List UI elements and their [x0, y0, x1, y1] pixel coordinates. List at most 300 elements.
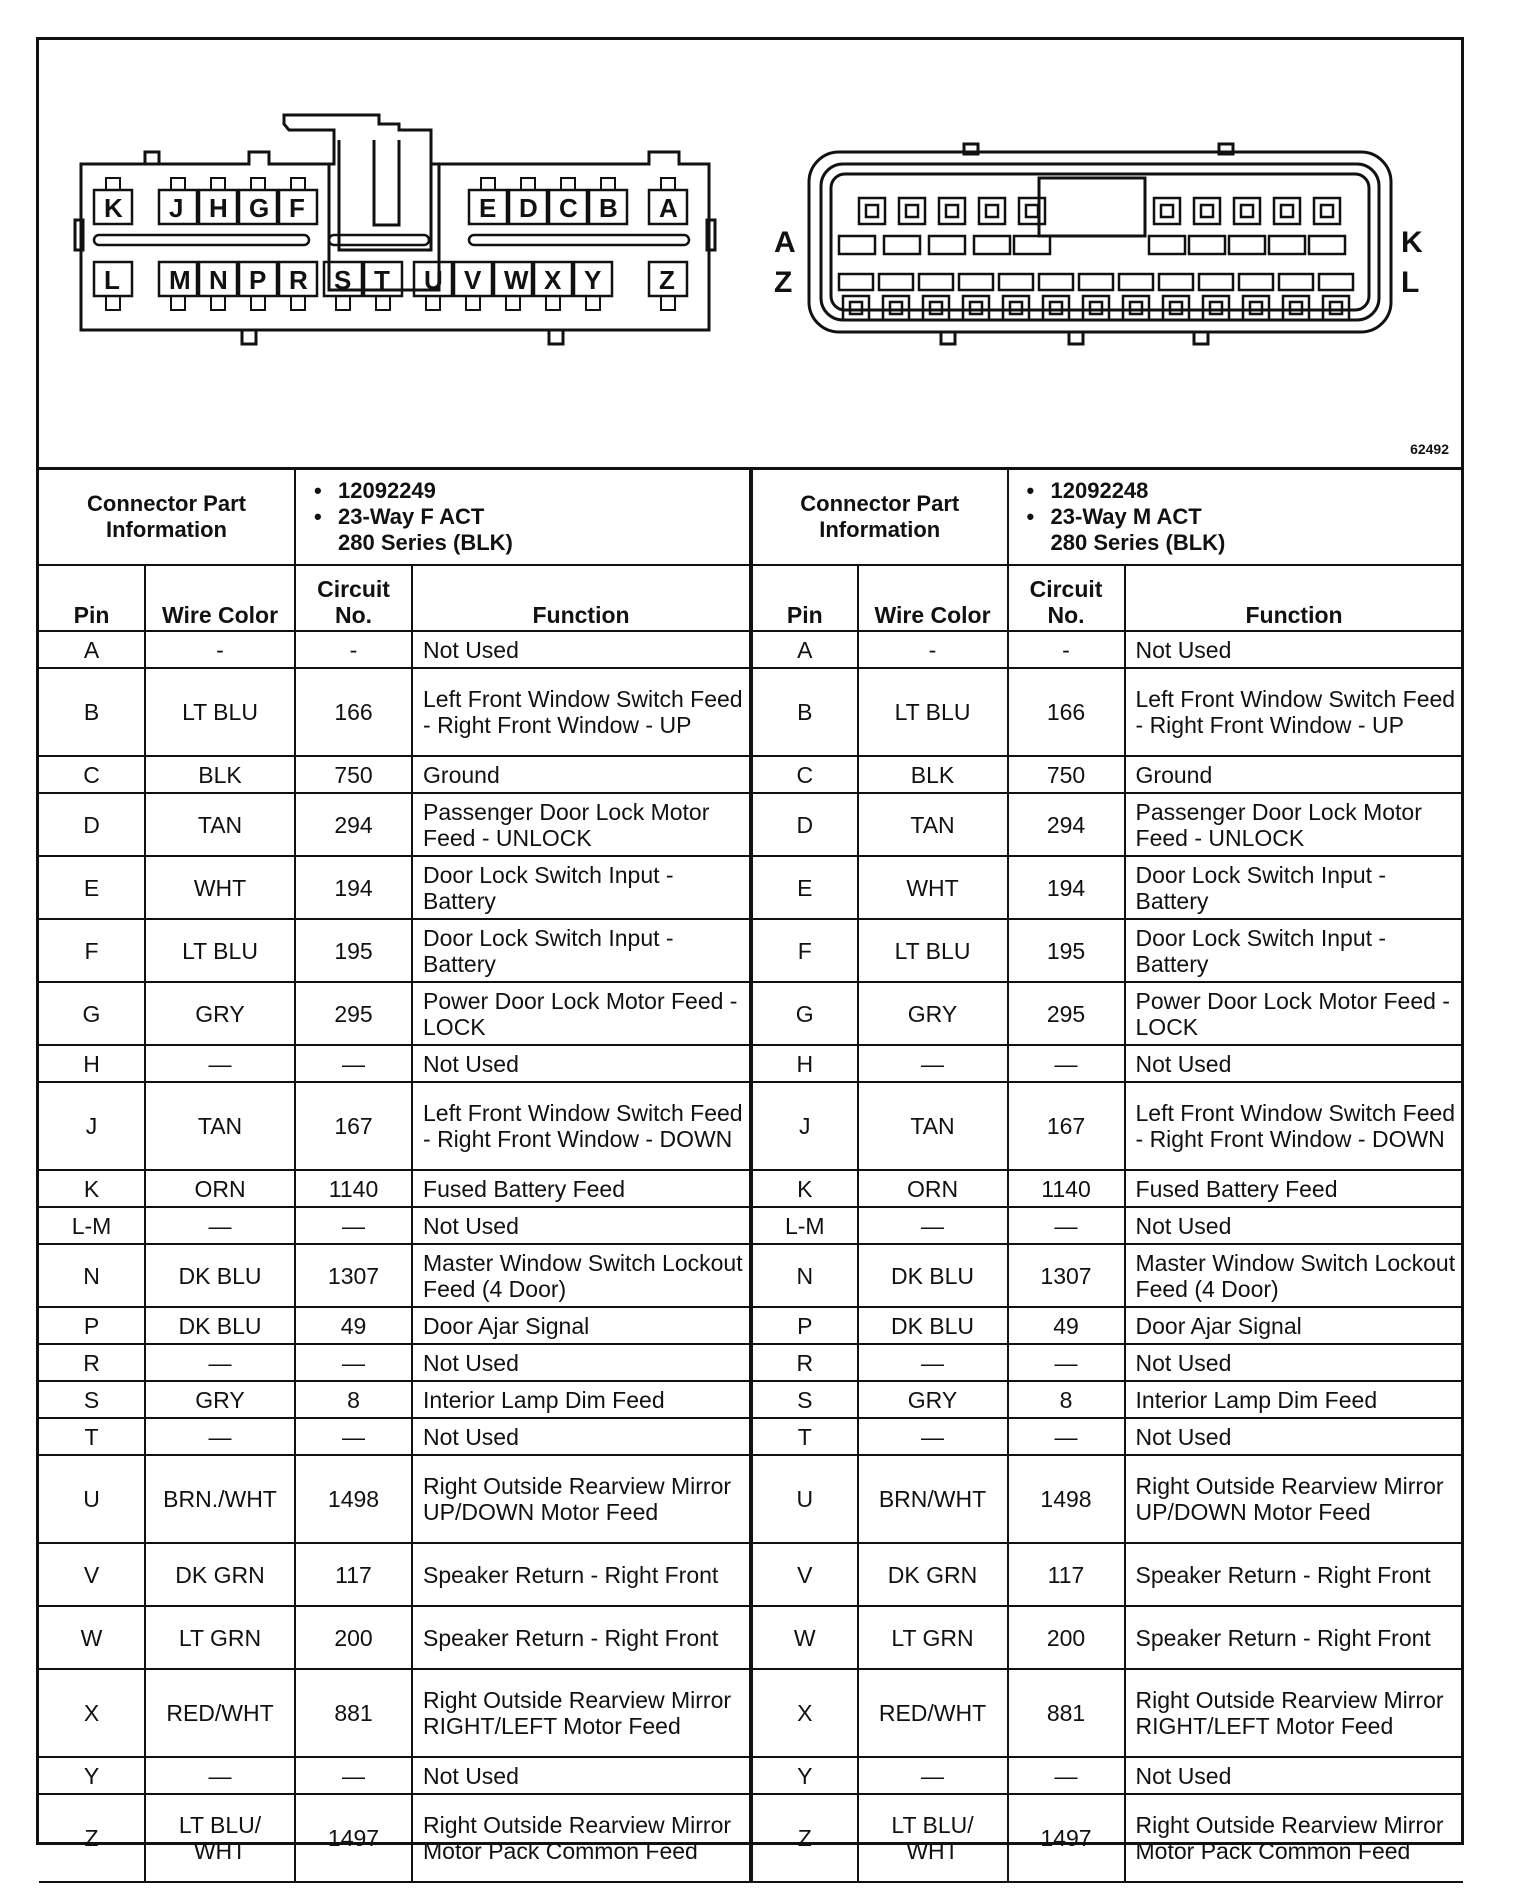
wire-color-cell: LT BLU: [858, 919, 1008, 982]
cavity-square: [1019, 198, 1045, 224]
cavity-slot: [959, 274, 993, 290]
pin-letter: U: [424, 265, 443, 295]
circuit-cell: 8: [1008, 1381, 1125, 1418]
circuit-cell: 117: [1008, 1543, 1125, 1606]
pin-cell: B: [39, 668, 145, 756]
table-row: [39, 1669, 750, 1757]
table-row: [752, 1794, 1463, 1882]
pin-cell: D: [752, 793, 858, 856]
function-cell: Speaker Return - Right Front: [1125, 1606, 1463, 1669]
wire-color-cell: GRY: [858, 982, 1008, 1045]
table-row: [752, 1082, 1463, 1170]
pin-cell: Y: [752, 1757, 858, 1794]
circuit-cell: 1497: [295, 1794, 412, 1882]
wire-color-cell: —: [858, 1757, 1008, 1794]
function-cell: Speaker Return - Right Front: [1125, 1543, 1463, 1606]
pin-letter: R: [289, 265, 308, 295]
function-cell: Door Ajar Signal: [1125, 1307, 1463, 1344]
cavity-slot: [884, 236, 920, 254]
wire-color-cell: LT GRN: [145, 1606, 295, 1669]
table-row: [752, 982, 1463, 1045]
pin-cell: C: [752, 756, 858, 793]
function-cell: Right Outside Rearview Mirror UP/DOWN Motor Feed: [412, 1455, 750, 1543]
connector-part-details: • 12092249 • 23-Way F ACT 280 Series (BLK): [295, 470, 750, 565]
cavity-square: [1154, 198, 1180, 224]
wire-color-cell: WHT: [145, 856, 295, 919]
wire-color-cell: BLK: [858, 756, 1008, 793]
pin-cell: W: [39, 1606, 145, 1669]
circuit-cell: 295: [295, 982, 412, 1045]
cavity-slot: [1279, 274, 1313, 290]
circuit-cell: 195: [1008, 919, 1125, 982]
pin-tab: [336, 296, 350, 310]
circuit-cell: 881: [295, 1669, 412, 1757]
cavity-slot: [1014, 236, 1050, 254]
cavity-pin: [1026, 205, 1038, 217]
wire-color-cell: ORN: [858, 1170, 1008, 1207]
col-pin-header: Pin: [752, 565, 858, 631]
pin-cell: R: [39, 1344, 145, 1381]
wire-color-cell: —: [145, 1207, 295, 1244]
pin-letter: N: [209, 265, 228, 295]
circuit-cell: 1307: [295, 1244, 412, 1307]
table-row: [39, 793, 750, 856]
table-row: [752, 631, 1463, 668]
circuit-cell: —: [295, 1045, 412, 1082]
cavity-square: [1283, 296, 1309, 320]
cavity-square: [883, 296, 909, 320]
wire-color-cell: —: [145, 1418, 295, 1455]
cavity-square: [1163, 296, 1189, 320]
pin-letter: J: [169, 193, 184, 223]
function-cell: Not Used: [412, 1757, 750, 1794]
pin-cell: A: [39, 631, 145, 668]
wire-color-cell: DK BLU: [858, 1244, 1008, 1307]
wire-color-cell: DK GRN: [145, 1543, 295, 1606]
table-row: [39, 982, 750, 1045]
pin-cell: N: [39, 1244, 145, 1307]
pin-cell: K: [39, 1170, 145, 1207]
wire-color-cell: TAN: [145, 1082, 295, 1170]
wire-color-cell: RED/WHT: [145, 1669, 295, 1757]
side-label-a: A: [774, 226, 796, 259]
function-cell: Ground: [412, 756, 750, 793]
circuit-cell: 194: [1008, 856, 1125, 919]
function-cell: Right Outside Rearview Mirror Motor Pack Common Feed: [1125, 1794, 1463, 1882]
wire-color-cell: LT GRN: [858, 1606, 1008, 1669]
circuit-cell: 195: [295, 919, 412, 982]
cavity-pin: [850, 302, 862, 314]
col-wire-color-header: Wire Color: [145, 565, 295, 631]
wire-color-cell: GRY: [858, 1381, 1008, 1418]
pin-tab: [561, 178, 575, 190]
cavity-pin: [906, 205, 918, 217]
pin-cell: S: [752, 1381, 858, 1418]
function-cell: Not Used: [412, 1344, 750, 1381]
wire-color-cell: TAN: [858, 793, 1008, 856]
function-cell: Not Used: [412, 1045, 750, 1082]
table-row: [39, 1381, 750, 1418]
table-row: [39, 1794, 750, 1882]
function-cell: Door Lock Switch Input - Battery: [1125, 856, 1463, 919]
pin-cell: P: [752, 1307, 858, 1344]
cavity-pin: [946, 205, 958, 217]
function-cell: Left Front Window Switch Feed - Right Front Window - UP: [1125, 668, 1463, 756]
wire-color-cell: —: [858, 1344, 1008, 1381]
cavity-pin: [1201, 205, 1213, 217]
circuit-cell: -: [295, 631, 412, 668]
pin-tab: [546, 296, 560, 310]
cavity-square: [1274, 198, 1300, 224]
cavity-pin: [1321, 205, 1333, 217]
cavity-slot: [1229, 236, 1265, 254]
cavity-slot: [1039, 274, 1073, 290]
circuit-cell: 1498: [295, 1455, 412, 1543]
function-cell: Left Front Window Switch Feed - Right Front Window - DOWN: [412, 1082, 750, 1170]
circuit-cell: —: [295, 1757, 412, 1794]
cavity-pin: [1250, 302, 1262, 314]
cavity-slot: [1319, 274, 1353, 290]
function-cell: Left Front Window Switch Feed - Right Front Window - DOWN: [1125, 1082, 1463, 1170]
function-cell: Door Lock Switch Input - Battery: [1125, 919, 1463, 982]
table-row: [752, 1669, 1463, 1757]
pinout-tables: [39, 470, 1461, 1883]
cavity-pin: [986, 205, 998, 217]
wire-color-cell: ORN: [145, 1170, 295, 1207]
pin-cell: C: [39, 756, 145, 793]
table-row: [752, 1543, 1463, 1606]
circuit-cell: 750: [295, 756, 412, 793]
pin-letter: T: [374, 265, 390, 295]
pin-tab: [661, 178, 675, 190]
table-row: [39, 668, 750, 756]
cavity-pin: [1090, 302, 1102, 314]
circuit-cell: 8: [295, 1381, 412, 1418]
cavity-slot: [929, 236, 965, 254]
pin-cell: G: [39, 982, 145, 1045]
circuit-cell: —: [1008, 1045, 1125, 1082]
side-label-k: K: [1401, 226, 1423, 259]
cavity-pin: [1130, 302, 1142, 314]
circuit-cell: 49: [295, 1307, 412, 1344]
separator-rail: [329, 235, 429, 245]
function-cell: Power Door Lock Motor Feed - LOCK: [412, 982, 750, 1045]
pin-letter: K: [104, 193, 123, 223]
cavity-square: [843, 296, 869, 320]
pin-letter: V: [464, 265, 482, 295]
wire-color-cell: GRY: [145, 982, 295, 1045]
function-cell: Right Outside Rearview Mirror RIGHT/LEFT Motor Feed: [1125, 1669, 1463, 1757]
pin-tab: [586, 296, 600, 310]
connector-info-row: [39, 470, 750, 565]
connector-part-details: • 12092248 • 23-Way M ACT 280 Series (BLK): [1008, 470, 1463, 565]
table-row: [752, 756, 1463, 793]
pin-tab: [171, 178, 185, 190]
circuit-cell: 1140: [295, 1170, 412, 1207]
wire-color-cell: DK GRN: [858, 1543, 1008, 1606]
table-row: [752, 1170, 1463, 1207]
pin-letter: M: [169, 265, 191, 295]
cavity-pin: [1330, 302, 1342, 314]
table-row: [39, 919, 750, 982]
pinout-table-female: [39, 470, 750, 1883]
function-cell: Speaker Return - Right Front: [412, 1543, 750, 1606]
col-wire-color-header: Wire Color: [858, 565, 1008, 631]
circuit-cell: —: [1008, 1344, 1125, 1381]
cavity-pin: [890, 302, 902, 314]
cavity-slot: [1159, 274, 1193, 290]
pin-tab: [481, 178, 495, 190]
function-cell: Door Ajar Signal: [412, 1307, 750, 1344]
table-row: [39, 1543, 750, 1606]
table-row: [39, 1757, 750, 1794]
female-connector-bottom-pins: [94, 262, 687, 310]
pin-cell: U: [752, 1455, 858, 1543]
connector-info-row: [752, 470, 1463, 565]
wire-color-cell: LT BLU: [145, 668, 295, 756]
circuit-cell: 166: [295, 668, 412, 756]
pin-tab: [426, 296, 440, 310]
pin-letter: E: [479, 193, 497, 223]
pin-tab: [211, 296, 225, 310]
connector-diagram: [39, 40, 1461, 470]
connector-drawing: [39, 40, 1461, 470]
table-row: [752, 1418, 1463, 1455]
pin-tab: [251, 178, 265, 190]
wire-color-cell: LT BLU/ WHT: [145, 1794, 295, 1882]
wire-color-cell: —: [145, 1045, 295, 1082]
circuit-cell: 49: [1008, 1307, 1125, 1344]
pin-cell: T: [39, 1418, 145, 1455]
cavity-pin: [866, 205, 878, 217]
function-cell: Speaker Return - Right Front: [412, 1606, 750, 1669]
pin-tab: [601, 178, 615, 190]
table-row: [39, 1307, 750, 1344]
cavity-pin: [1050, 302, 1062, 314]
pin-cell: B: [752, 668, 858, 756]
wire-color-cell: DK BLU: [145, 1244, 295, 1307]
function-cell: Interior Lamp Dim Feed: [412, 1381, 750, 1418]
pin-cell: V: [752, 1543, 858, 1606]
pin-cell: J: [39, 1082, 145, 1170]
cavity-square: [979, 198, 1005, 224]
table-row: [752, 668, 1463, 756]
cavity-square: [1243, 296, 1269, 320]
connector-info-label: Connector Part Information: [752, 470, 1008, 565]
table-row: [39, 1244, 750, 1307]
table-row: [752, 1757, 1463, 1794]
pin-letter: G: [249, 193, 270, 223]
side-label-z: Z: [774, 266, 793, 299]
pin-letter: X: [544, 265, 562, 295]
pin-cell: U: [39, 1455, 145, 1543]
table-row: [39, 631, 750, 668]
cavity-square: [1234, 198, 1260, 224]
pin-cell: Y: [39, 1757, 145, 1794]
table-row: [39, 1344, 750, 1381]
function-cell: Master Window Switch Lockout Feed (4 Door): [1125, 1244, 1463, 1307]
column-header-row: [752, 565, 1463, 631]
cavity-square: [1323, 296, 1349, 320]
cavity-slot: [1189, 236, 1225, 254]
wire-color-cell: LT BLU/ WHT: [858, 1794, 1008, 1882]
function-cell: Fused Battery Feed: [412, 1170, 750, 1207]
cavity-slot: [1239, 274, 1273, 290]
side-label-l: L: [1401, 266, 1420, 299]
cavity-pin: [970, 302, 982, 314]
circuit-cell: —: [1008, 1757, 1125, 1794]
table-row: [39, 1207, 750, 1244]
wire-color-cell: DK BLU: [145, 1307, 295, 1344]
separator-rail: [469, 235, 689, 245]
pin-cell: K: [752, 1170, 858, 1207]
col-function-header: Function: [412, 565, 750, 631]
table-row: [752, 1244, 1463, 1307]
cavity-slot: [839, 274, 873, 290]
circuit-cell: 200: [1008, 1606, 1125, 1669]
pin-tab: [376, 296, 390, 310]
cavity-square: [899, 198, 925, 224]
cavity-square: [1194, 198, 1220, 224]
table-row: [39, 1045, 750, 1082]
pin-tab: [211, 178, 225, 190]
function-cell: Not Used: [1125, 631, 1463, 668]
pin-cell: W: [752, 1606, 858, 1669]
cavity-slot: [1119, 274, 1153, 290]
table-row: [752, 1455, 1463, 1543]
function-cell: Not Used: [1125, 1757, 1463, 1794]
col-pin-header: Pin: [39, 565, 145, 631]
circuit-cell: 200: [295, 1606, 412, 1669]
figure-number: 62492: [1410, 441, 1449, 457]
pin-cell: H: [752, 1045, 858, 1082]
pin-letter: Z: [659, 265, 675, 295]
pin-tab: [251, 296, 265, 310]
pin-tab: [291, 178, 305, 190]
table-row: [752, 1606, 1463, 1669]
circuit-cell: 166: [1008, 668, 1125, 756]
col-circuit-header: Circuit No.: [295, 565, 412, 631]
function-cell: Door Lock Switch Input - Battery: [412, 919, 750, 982]
cavity-pin: [930, 302, 942, 314]
wire-color-cell: —: [858, 1418, 1008, 1455]
cavity-pin: [1170, 302, 1182, 314]
cavity-pin: [1281, 205, 1293, 217]
pin-cell: V: [39, 1543, 145, 1606]
wire-color-cell: WHT: [858, 856, 1008, 919]
table-row: [39, 1170, 750, 1207]
cavity-pin: [1161, 205, 1173, 217]
cavity-pin: [1210, 302, 1222, 314]
cavity-square: [1123, 296, 1149, 320]
pin-cell: F: [752, 919, 858, 982]
male-connector-cavities: [839, 198, 1353, 320]
table-row: [39, 756, 750, 793]
cavity-slot: [839, 236, 875, 254]
pin-tab: [291, 296, 305, 310]
column-header-row: [39, 565, 750, 631]
table-row: [39, 1455, 750, 1543]
cavity-pin: [1241, 205, 1253, 217]
function-cell: Fused Battery Feed: [1125, 1170, 1463, 1207]
pin-cell: H: [39, 1045, 145, 1082]
pin-cell: Z: [752, 1794, 858, 1882]
table-row: [752, 1207, 1463, 1244]
pin-letter: C: [559, 193, 578, 223]
circuit-cell: —: [1008, 1418, 1125, 1455]
circuit-cell: 1498: [1008, 1455, 1125, 1543]
table-row: [752, 1344, 1463, 1381]
cavity-slot: [999, 274, 1033, 290]
cavity-pin: [1290, 302, 1302, 314]
function-cell: Master Window Switch Lockout Feed (4 Door): [412, 1244, 750, 1307]
pin-letter: S: [334, 265, 352, 295]
table-row: [752, 1045, 1463, 1082]
table-row: [39, 1606, 750, 1669]
cavity-square: [1083, 296, 1109, 320]
circuit-cell: 167: [295, 1082, 412, 1170]
function-cell: Not Used: [1125, 1418, 1463, 1455]
pin-letter: W: [504, 265, 529, 295]
pin-cell: R: [752, 1344, 858, 1381]
circuit-cell: 881: [1008, 1669, 1125, 1757]
circuit-cell: 295: [1008, 982, 1125, 1045]
circuit-cell: —: [295, 1344, 412, 1381]
pin-cell: F: [39, 919, 145, 982]
wire-color-cell: -: [145, 631, 295, 668]
circuit-cell: 194: [295, 856, 412, 919]
cavity-slot: [1079, 274, 1113, 290]
table-row: [752, 919, 1463, 982]
cavity-square: [859, 198, 885, 224]
circuit-cell: 1140: [1008, 1170, 1125, 1207]
pin-cell: J: [752, 1082, 858, 1170]
function-cell: Left Front Window Switch Feed - Right Front Window - UP: [412, 668, 750, 756]
cavity-slot: [879, 274, 913, 290]
table-row: [752, 856, 1463, 919]
pin-tab: [521, 178, 535, 190]
pin-letter: H: [209, 193, 228, 223]
col-circuit-header: Circuit No.: [1008, 565, 1125, 631]
pin-letter: D: [519, 193, 538, 223]
cavity-slot: [919, 274, 953, 290]
circuit-cell: 1497: [1008, 1794, 1125, 1882]
function-cell: Right Outside Rearview Mirror UP/DOWN Motor Feed: [1125, 1455, 1463, 1543]
cavity-slot: [974, 236, 1010, 254]
function-cell: Not Used: [412, 1207, 750, 1244]
function-cell: Power Door Lock Motor Feed - LOCK: [1125, 982, 1463, 1045]
wire-color-cell: —: [145, 1757, 295, 1794]
document-frame: [36, 37, 1464, 1864]
cavity-slot: [1149, 236, 1185, 254]
cavity-square: [1314, 198, 1340, 224]
wire-color-cell: -: [858, 631, 1008, 668]
pin-cell: E: [752, 856, 858, 919]
pin-cell: T: [752, 1418, 858, 1455]
function-cell: Right Outside Rearview Mirror Motor Pack Common Feed: [412, 1794, 750, 1882]
wire-color-cell: GRY: [145, 1381, 295, 1418]
function-cell: Right Outside Rearview Mirror RIGHT/LEFT Motor Feed: [412, 1669, 750, 1757]
table-row: [752, 1307, 1463, 1344]
wire-color-cell: TAN: [145, 793, 295, 856]
pin-letter: B: [599, 193, 618, 223]
circuit-cell: —: [1008, 1207, 1125, 1244]
wire-color-cell: BRN./WHT: [145, 1455, 295, 1543]
table-row: [39, 856, 750, 919]
circuit-cell: 1307: [1008, 1244, 1125, 1307]
wire-color-cell: TAN: [858, 1082, 1008, 1170]
pin-tab: [171, 296, 185, 310]
